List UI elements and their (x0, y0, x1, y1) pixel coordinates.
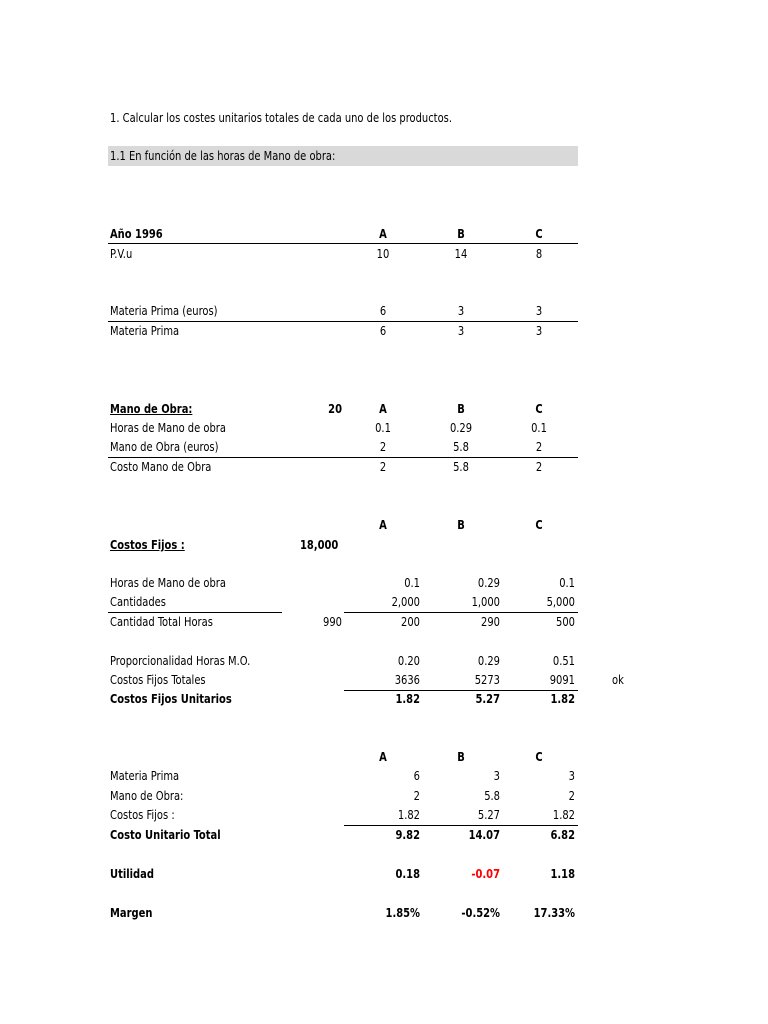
resumen-materia-b: 3 (493, 769, 500, 783)
pvu-a: 10 (376, 247, 390, 261)
check-ok: ok (612, 673, 624, 687)
costo-total-label: Costo Unitario Total (110, 828, 221, 842)
col-header-c: C (535, 227, 543, 241)
costo-mano-label: Costo Mano de Obra (110, 460, 212, 474)
col-header-b: B (457, 227, 465, 241)
mano-obra-label: Mano de Obra: (110, 402, 193, 416)
pvu-label: P.V.u (110, 247, 133, 261)
fijos-horas-c: 0.1 (559, 576, 575, 590)
prop-a: 0.20 (397, 654, 420, 668)
rule (108, 457, 578, 458)
materia-euros-label: Materia Prima (euros) (110, 304, 218, 318)
mano-obra-rate: 20 (328, 402, 342, 416)
fijos-horas-b: 0.29 (477, 576, 500, 590)
margen-label: Margen (110, 906, 153, 920)
cantidades-c: 5,000 (546, 595, 575, 609)
col-header-b: B (457, 402, 465, 416)
utilidad-c: 1.18 (550, 867, 575, 881)
utilidad-label: Utilidad (110, 867, 154, 881)
fijos-unitarios-b: 5.27 (475, 692, 500, 706)
resumen-mano-label: Mano de Obra: (110, 789, 184, 803)
margen-c: 17.33% (533, 906, 575, 920)
year-label: Año 1996 (110, 227, 163, 241)
total-horas-a: 200 (401, 615, 420, 629)
horas-c: 0.1 (531, 421, 547, 435)
col-header-c: C (535, 402, 543, 416)
prop-c: 0.51 (552, 654, 575, 668)
horas-a: 0.1 (375, 421, 391, 435)
mano-euros-a: 2 (379, 440, 387, 454)
costos-fijos-label: Costos Fijos : (110, 538, 185, 552)
costo-mano-b: 5.8 (453, 460, 469, 474)
utilidad-b: -0.07 (471, 867, 500, 881)
costos-fijos-total: 18,000 (300, 538, 339, 552)
rule (344, 825, 578, 826)
col-header-a: A (379, 750, 387, 764)
section-subtitle: 1.1 En función de las horas de Mano de obra: (110, 149, 336, 163)
col-header-c: C (535, 518, 543, 532)
cantidades-a: 2,000 (391, 595, 420, 609)
fijos-totales-b: 5273 (474, 673, 500, 687)
col-header-a: A (379, 227, 387, 241)
fijos-unitarios-label: Costos Fijos Unitarios (110, 692, 232, 706)
margen-a: 1.85% (385, 906, 420, 920)
costo-mano-c: 2 (535, 460, 543, 474)
costo-total-b: 14.07 (468, 828, 500, 842)
rule (108, 243, 578, 244)
fijos-unitarios-c: 1.82 (550, 692, 575, 706)
page-title: 1. Calcular los costes unitarios totales de cada uno de los productos. (110, 111, 452, 125)
costo-mano-a: 2 (379, 460, 387, 474)
materia-b: 3 (457, 324, 465, 338)
resumen-materia-a: 6 (413, 769, 420, 783)
cantidades-label: Cantidades (110, 595, 166, 609)
horas-b: 0.29 (449, 421, 473, 435)
pvu-c: 8 (535, 247, 543, 261)
costo-total-c: 6.82 (550, 828, 575, 842)
materia-c: 3 (535, 324, 543, 338)
materia-euros-a: 6 (379, 304, 387, 318)
total-horas-label: Cantidad Total Horas (110, 615, 213, 629)
fijos-unitarios-a: 1.82 (395, 692, 420, 706)
resumen-materia-label: Materia Prima (110, 769, 180, 783)
resumen-materia-c: 3 (568, 769, 575, 783)
total-horas: 990 (323, 615, 342, 629)
fijos-horas-label: Horas de Mano de obra (110, 576, 226, 590)
resumen-fijos-b: 5.27 (477, 808, 500, 822)
resumen-fijos-label: Costos Fijos : (110, 808, 175, 822)
fijos-totales-label: Costos Fijos Totales (110, 673, 206, 687)
materia-label: Materia Prima (110, 324, 180, 338)
pvu-b: 14 (454, 247, 468, 261)
col-header-b: B (457, 518, 465, 532)
rule (108, 612, 282, 613)
mano-euros-c: 2 (535, 440, 543, 454)
resumen-mano-c: 2 (568, 789, 575, 803)
materia-a: 6 (379, 324, 387, 338)
mano-euros-b: 5.8 (453, 440, 469, 454)
col-header-b: B (457, 750, 465, 764)
rule (344, 690, 578, 691)
margen-b: -0.52% (461, 906, 500, 920)
costo-total-a: 9.82 (395, 828, 420, 842)
cantidades-b: 1,000 (471, 595, 500, 609)
col-header-c: C (535, 750, 543, 764)
resumen-mano-b: 5.8 (484, 789, 500, 803)
fijos-horas-a: 0.1 (404, 576, 420, 590)
resumen-fijos-a: 1.82 (397, 808, 420, 822)
col-header-a: A (379, 518, 387, 532)
horas-label: Horas de Mano de obra (110, 421, 226, 435)
mano-euros-label: Mano de Obra (euros) (110, 440, 219, 454)
materia-euros-b: 3 (457, 304, 465, 318)
prop-b: 0.29 (477, 654, 500, 668)
fijos-totales-c: 9091 (549, 673, 575, 687)
rule (344, 612, 578, 613)
col-header-a: A (379, 402, 387, 416)
resumen-mano-a: 2 (413, 789, 420, 803)
total-horas-c: 500 (556, 615, 575, 629)
materia-euros-c: 3 (535, 304, 543, 318)
utilidad-a: 0.18 (395, 867, 420, 881)
fijos-totales-a: 3636 (394, 673, 420, 687)
total-horas-b: 290 (481, 615, 500, 629)
prop-label: Proporcionalidad Horas M.O. (110, 654, 251, 668)
resumen-fijos-c: 1.82 (552, 808, 575, 822)
rule (108, 321, 578, 322)
